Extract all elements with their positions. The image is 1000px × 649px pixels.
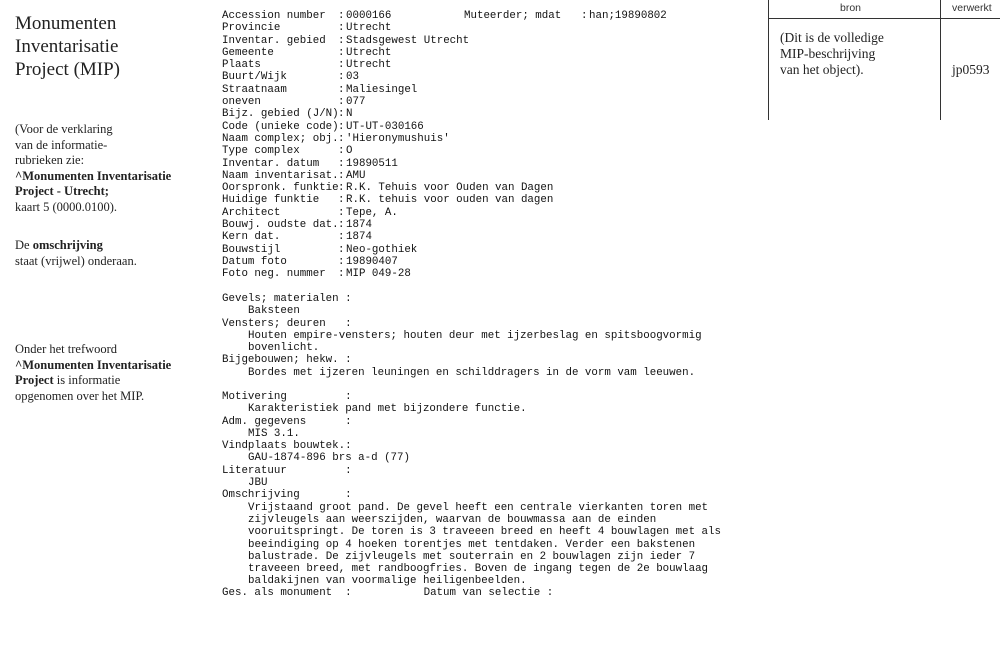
- field-value: 19890511: [346, 157, 398, 170]
- field-colon: :: [338, 22, 345, 35]
- field-value: MIP 049-28: [346, 268, 411, 281]
- field-colon: :: [338, 96, 345, 109]
- field-colon: :: [338, 71, 345, 84]
- section-label: Vindplaats bouwtek.:: [222, 440, 352, 453]
- note-reference: Project - Utrecht;: [15, 184, 109, 198]
- field-row: [222, 35, 553, 47]
- field-row: [222, 207, 553, 219]
- verwerkt-cell: jp0593: [952, 62, 990, 77]
- section-text: JBU: [248, 477, 268, 490]
- field-value: AMU: [346, 169, 366, 182]
- note-line: van de informatie-: [15, 137, 108, 152]
- field-colon: :: [338, 46, 345, 59]
- field-colon: :: [338, 145, 345, 158]
- field-colon: :: [338, 59, 345, 72]
- field-value: 1874: [346, 219, 372, 232]
- field-row: [222, 170, 553, 182]
- section-label: Motivering :: [222, 391, 352, 403]
- section-label: Literatuur :: [222, 464, 352, 477]
- title-line: Project (MIP): [15, 59, 121, 80]
- note-text: De: [15, 238, 33, 252]
- header-bron: bron: [840, 2, 862, 14]
- table-header-rule: [768, 18, 1000, 19]
- section-label: Adm. gegevens :: [222, 415, 352, 428]
- field-value: R.K. Tehuis voor Ouden van Dagen: [346, 182, 554, 195]
- field-value: R.K. tehuis voor ouden van dagen: [346, 194, 554, 207]
- field-label: Huidige funktie: [222, 194, 320, 207]
- field-row: [222, 256, 553, 268]
- note-reference: Project: [15, 373, 54, 387]
- field-label: Naam inventarisat.: [222, 169, 339, 182]
- field-row: [222, 71, 553, 83]
- mutator-field: Muteerder; mdat : han;19890802: [464, 10, 667, 22]
- section-label: Gevels; materialen :: [222, 293, 352, 305]
- field-value: Maliesingel: [346, 83, 418, 96]
- selection-date-label: Datum van selectie :: [423, 587, 554, 599]
- bron-line: (Dit is de volledige: [780, 30, 884, 45]
- field-colon: :: [338, 108, 345, 121]
- section-text: Vrijstaand groot pand. De gevel heeft een centrale vierkanten toren met: [248, 501, 709, 514]
- field-label: Straatnaam: [222, 83, 287, 96]
- field-label: Foto neg. nummer: [222, 268, 326, 281]
- section-text: Karakteristiek pand met bijzondere functie.: [248, 403, 527, 416]
- field-label: Datum foto: [222, 255, 287, 268]
- field-row: [222, 121, 553, 133]
- field-label: Code (unieke code): [222, 120, 339, 133]
- field-label: oneven: [222, 96, 261, 109]
- field-colon: :: [338, 182, 345, 195]
- field-label: Buurt/Wijk: [222, 71, 287, 84]
- header-verwerkt: verwerkt: [952, 2, 992, 14]
- field-value: UT-UT-030166: [346, 120, 424, 133]
- section-text: Bordes met ijzeren leuningen en schilddragers in de vorm vam leeuwen.: [248, 366, 696, 379]
- record-footer: [222, 587, 553, 599]
- field-row: [222, 219, 553, 231]
- field-row: [222, 158, 553, 170]
- field-colon: :: [338, 255, 345, 268]
- field-row: [222, 108, 553, 120]
- field-label: Type complex: [222, 145, 300, 158]
- field-colon: :: [338, 231, 345, 244]
- field-value: O: [346, 145, 353, 158]
- field-label: Kern dat.: [222, 231, 281, 244]
- section-text: Baksteen: [248, 305, 300, 318]
- field-row: [222, 133, 553, 145]
- monument-label: Ges. als monument :: [222, 587, 352, 599]
- note-line: opgenomen over het MIP.: [15, 388, 145, 403]
- field-label: Provincie: [222, 22, 281, 35]
- note-reference: ^Monumenten Inventarisatie: [15, 357, 172, 372]
- note-explanation: [15, 122, 171, 215]
- note-keyword-info: [15, 342, 171, 404]
- title-line: Inventarisatie: [15, 36, 119, 57]
- field-value: 'Hieronymushuis': [346, 132, 450, 145]
- record-fields: [222, 10, 553, 281]
- field-colon: :: [338, 157, 345, 170]
- field-value: 1874: [346, 231, 372, 244]
- section-label: Vensters; deuren :: [222, 317, 352, 330]
- field-colon: :: [338, 169, 345, 182]
- field-value: han;19890802: [589, 10, 667, 22]
- section-text: baldakijnen van voormalige heiligenbeelden.: [248, 575, 527, 588]
- field-value: Tepe, A.: [346, 206, 398, 219]
- field-colon: :: [338, 120, 345, 133]
- note-line: Onder het trefwoord: [15, 342, 118, 356]
- field-colon: :: [338, 243, 345, 256]
- field-label: Bouwj. oudste dat.: [222, 219, 339, 232]
- note-reference: ^Monumenten Inventarisatie: [15, 168, 172, 183]
- field-value: 19890407: [346, 255, 398, 268]
- field-value: N: [346, 108, 353, 121]
- field-colon: :: [338, 194, 345, 207]
- field-label: Bijz. gebied (J/N): [222, 108, 339, 121]
- field-row: [222, 96, 553, 108]
- bron-cell: [780, 30, 884, 78]
- note-text: is informatie: [53, 373, 121, 387]
- section-text: Houten empire-vensters; houten deur met ijzerbeslag en spitsboogvormig: [248, 329, 702, 342]
- page-title: [15, 12, 120, 81]
- field-row: [222, 231, 553, 243]
- field-row: [222, 244, 553, 256]
- bron-line: MIP-beschrijving: [780, 46, 876, 61]
- field-value: Utrecht: [346, 22, 392, 35]
- bron-line: van het object).: [780, 62, 864, 77]
- title-line: Monumenten: [15, 13, 117, 34]
- note-line: (Voor de verklaring: [15, 122, 113, 136]
- field-value: Neo-gothiek: [346, 243, 418, 256]
- field-colon: :: [338, 10, 345, 22]
- section-text: MIS 3.1.: [248, 427, 300, 440]
- field-row: [222, 59, 553, 71]
- field-colon: :: [338, 83, 345, 96]
- field-label: Plaats: [222, 59, 261, 72]
- field-label: Oorspronk. funktie: [222, 182, 339, 195]
- field-row: [222, 145, 553, 157]
- field-label: Gemeente: [222, 46, 274, 59]
- field-row: [222, 47, 553, 59]
- field-label: Bouwstijl: [222, 243, 281, 256]
- section-text: zijvleugels aan weerszijden, waarvan de bouwmassa aan de einden: [248, 513, 657, 526]
- field-row: [222, 194, 553, 206]
- note-description: [15, 238, 137, 269]
- section-text: GAU-1874-896 brs a-d (77): [248, 452, 410, 465]
- section-label: Omschrijving :: [222, 489, 352, 502]
- field-colon: :: [338, 34, 345, 47]
- note-keyword: omschrijving: [32, 238, 103, 252]
- note-line: kaart 5 (0000.0100).: [15, 199, 118, 214]
- section-text: traveeen breed, met randboogfries. Boven de ingang tegen de 2e bouwlaag: [248, 563, 709, 576]
- field-label: Accession number: [222, 10, 326, 22]
- note-line: staat (vrijwel) onderaan.: [15, 253, 137, 268]
- note-line: rubrieken zie:: [15, 153, 85, 167]
- field-row: [222, 84, 553, 96]
- record-sections-physical: [222, 293, 702, 379]
- field-row: [222, 22, 553, 34]
- field-colon: :: [338, 268, 345, 281]
- field-row: [222, 268, 553, 280]
- field-label: Architect: [222, 206, 281, 219]
- field-value: Stadsgewest Utrecht: [346, 34, 470, 47]
- field-label: Muteerder; mdat: [464, 10, 562, 22]
- field-value: 0000166: [346, 10, 392, 22]
- section-text: balustrade. De zijvleugels met souterrain en 2 bouwlagen zijn ieder 7: [248, 550, 696, 563]
- field-value: 077: [346, 96, 366, 109]
- field-label: Inventar. gebied: [222, 34, 326, 47]
- field-value: Utrecht: [346, 46, 392, 59]
- field-label: Naam complex; obj.: [222, 132, 339, 145]
- section-text: bovenlicht.: [248, 342, 320, 355]
- field-row: [222, 10, 553, 22]
- field-value: Utrecht: [346, 59, 392, 72]
- section-label: Bijgebouwen; hekw. :: [222, 354, 352, 367]
- field-row: [222, 182, 553, 194]
- section-text: vooruitspringt. De toren is 3 traveeen breed en heeft 4 bouwlagen met als: [248, 526, 721, 539]
- field-label: Inventar. datum: [222, 157, 320, 170]
- field-value: 03: [346, 71, 359, 84]
- field-colon: :: [338, 206, 345, 219]
- section-text: beeindiging op 4 hoeken torentjes met tentdaken. Verder een bakstenen: [248, 538, 696, 551]
- field-colon: :: [338, 219, 345, 232]
- field-colon: :: [338, 132, 345, 145]
- record-sections-description: [222, 391, 721, 588]
